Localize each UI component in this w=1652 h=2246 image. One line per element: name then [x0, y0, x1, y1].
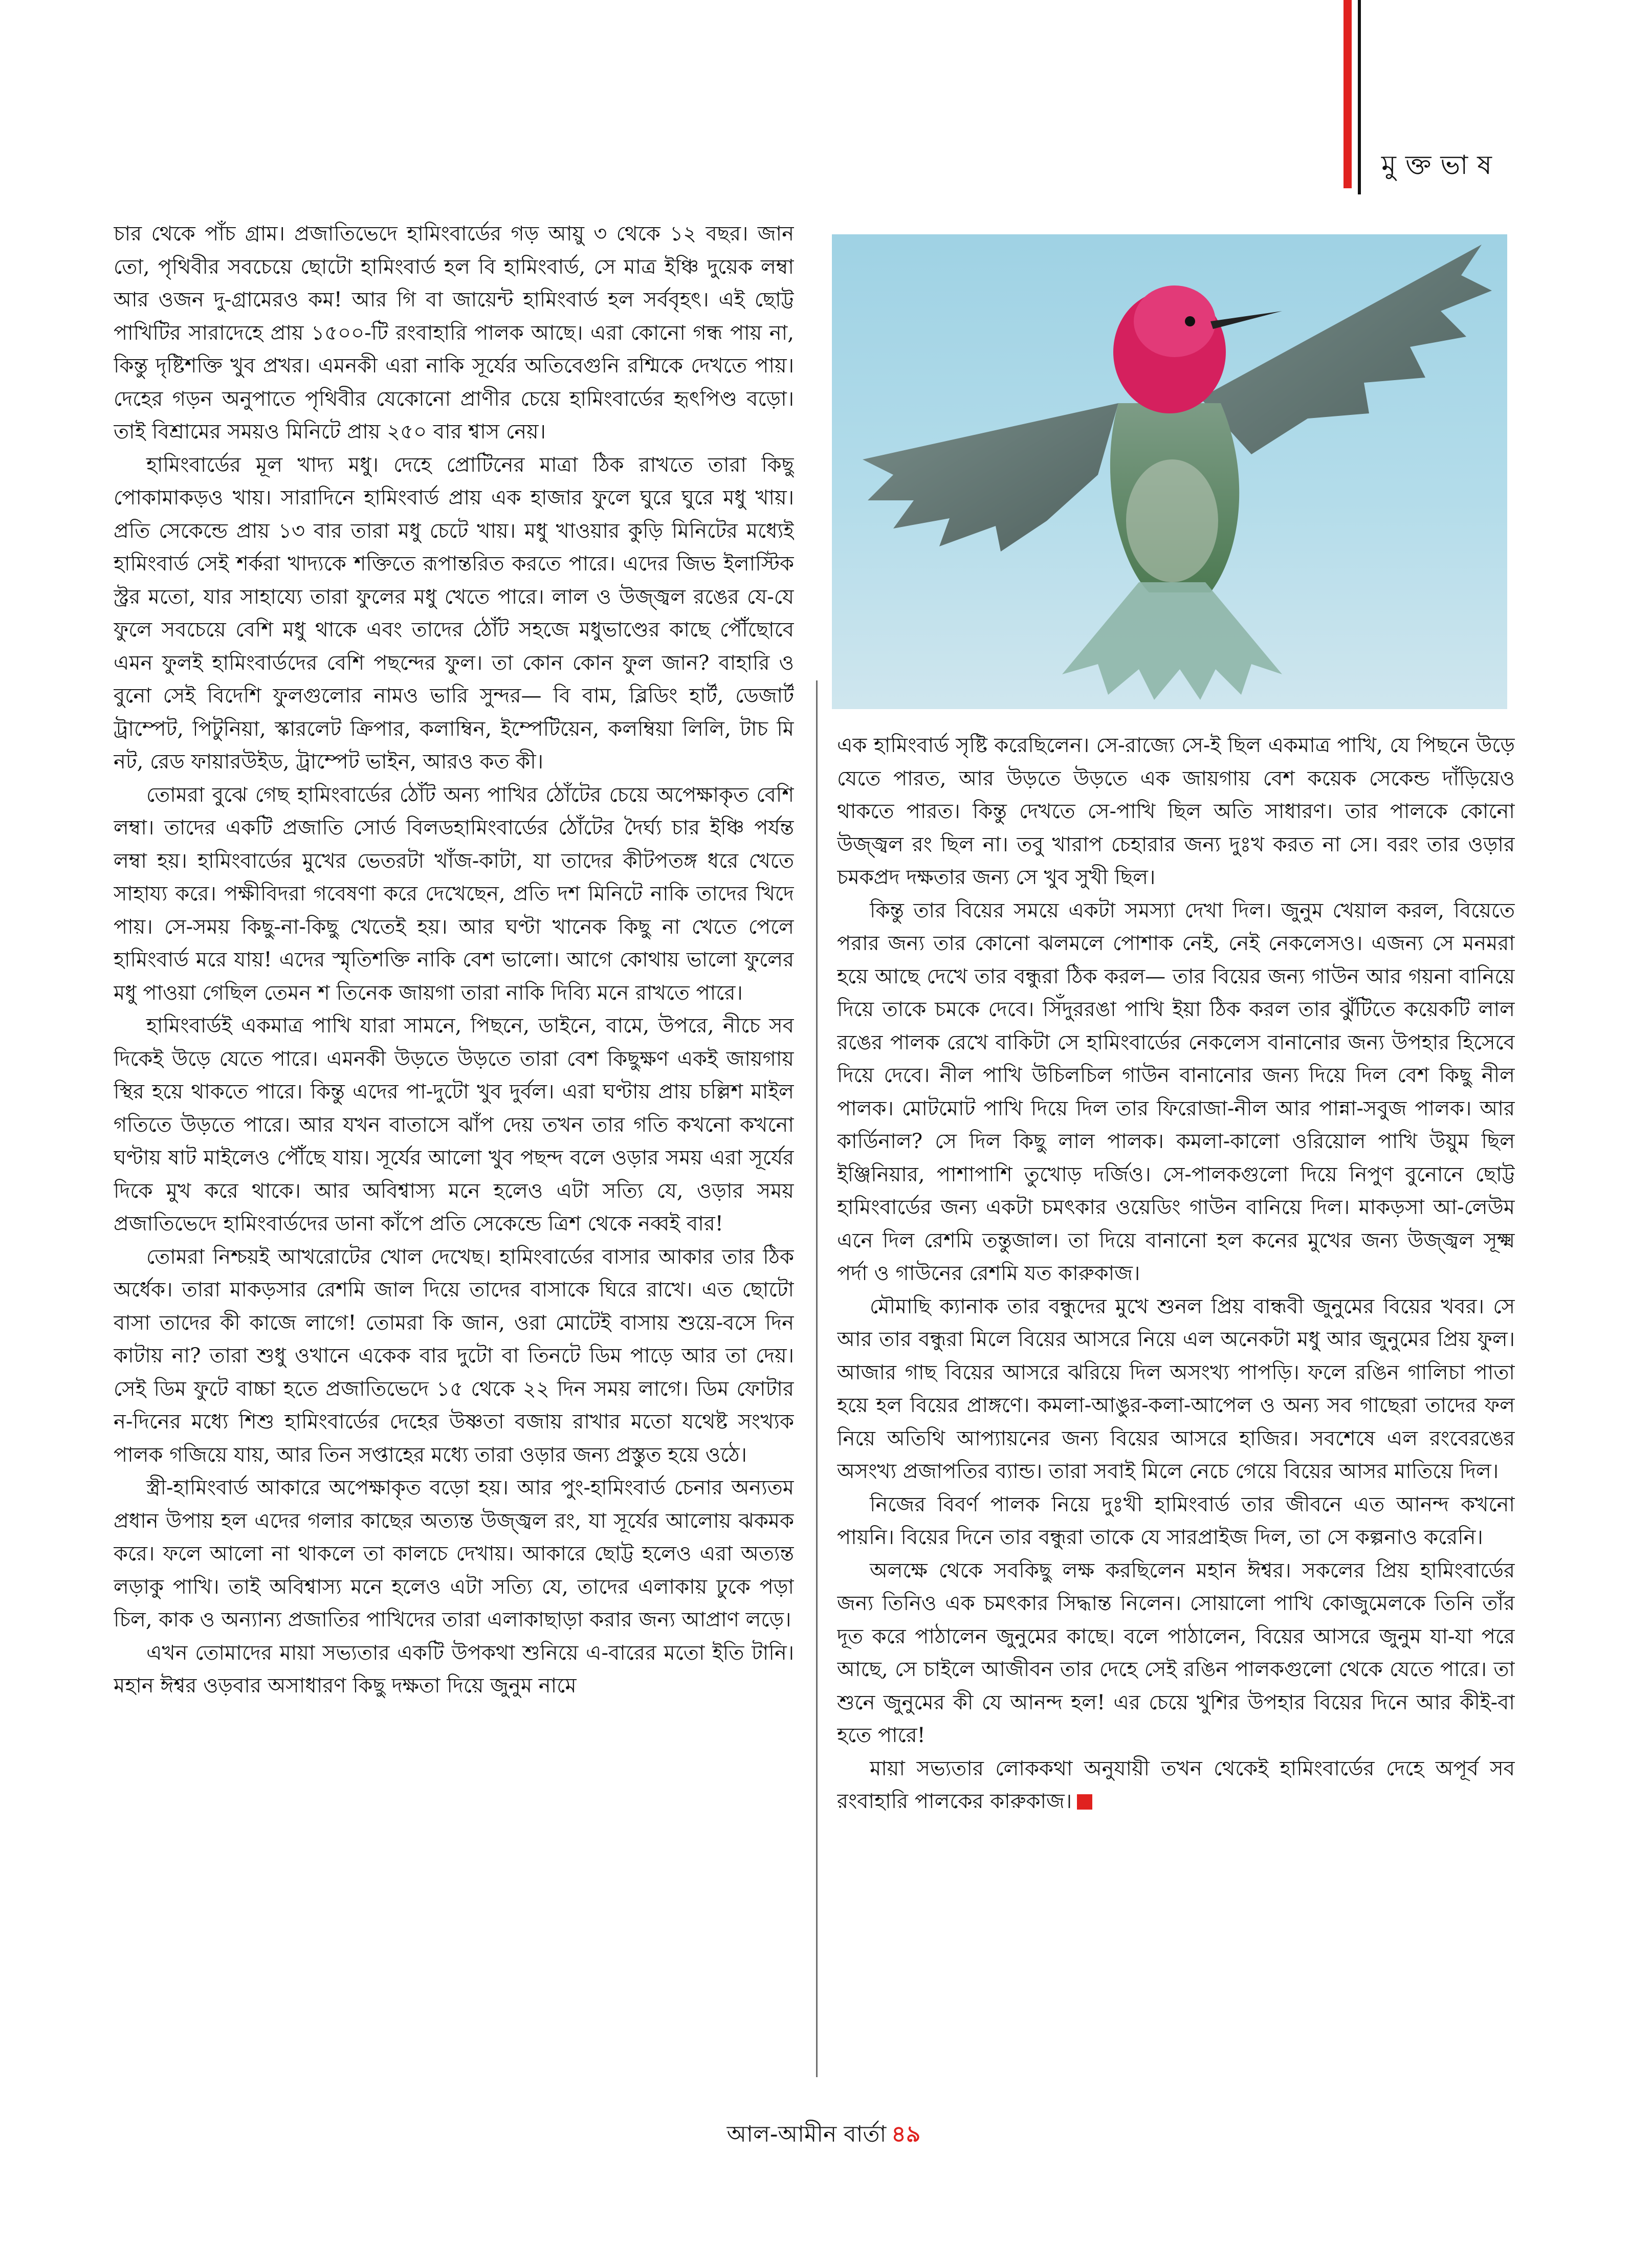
article-paragraph: স্ত্রী-হামিংবার্ড আকারে অপেক্ষাকৃত বড়ো হয়। আর পুং-হামিংবার্ড চেনার অন্যতম প্রধান উপায় হল এদের গলার কাছের অত্যন্ত উজ্জ্বল রং, যা সূর্যের আলোয় ঝকমক করে। ফলে আলো না থাকলে তা কালচে দেখায়। আকারে ছোট্ট হলেও এরা অত্যন্ত লড়াকু পাখি। তাই অবিশ্বাস্য মনে হলেও এটা সত্যি যে, তাদের এলাকায় ঢুকে পড়া চিল, কাক ও অন্যান্য প্রজাতির পাখিদের তারা এলাকাছাড়া করার জন্য আপ্রাণ লড়ে।	[114, 1476, 794, 1632]
section-label: মুক্তভাষ	[1381, 150, 1501, 181]
article-left-column	[114, 217, 794, 2100]
page-number: ৪৯	[891, 2121, 921, 2147]
hummingbird-photo	[832, 234, 1507, 709]
magazine-name: আল-আমীন বার্তা	[726, 2121, 887, 2147]
article-paragraph: মৌমাছি ক্যানাক তার বন্ধুদের মুখে শুনল প্রিয় বান্ধবী জুনুমের বিয়ের খবর। সে আর তার বন্ধুরা মিলে বিয়ের আসরে নিয়ে এল অনেকটা মধু আর জুনুমের প্রিয় ফুল। আজার গাছ বিয়ের আসরে ঝরিয়ে দিল অসংখ্য পাপড়ি। ফলে রঙিন গালিচা পাতা হয়ে হল বিয়ের প্রাঙ্গণে। কমলা-আঙুর-কলা-আপেল ও অন্য সব গাছেরা তাদের ফল নিয়ে অতিথি আপ্যায়নের জন্য বিয়ের আসরে হাজির। সবশেষে এল রংবেরঙের অসংখ্য প্রজাপতির ব্যান্ড। তারা সবাই মিলে নেচে গেয়ে বিয়ের আসর মাতিয়ে দিল।	[837, 1294, 1515, 1483]
end-mark-icon	[1077, 1794, 1092, 1810]
article-right-column	[837, 729, 1515, 2105]
article-paragraph: নিজের বিবর্ণ পালক নিয়ে দুঃখী হামিংবার্ড তার জীবনে এত আনন্দ কখনো পায়নি। বিয়ের দিনে তার বন্ধুরা তাকে যে সারপ্রাইজ দিল, তা সে কল্পনাও করেনি।	[837, 1492, 1515, 1549]
article-paragraph: তোমরা নিশ্চয়ই আখরোটের খোল দেখেছ। হামিংবার্ডের বাসার আকার তার ঠিক অর্ধেক। তারা মাকড়সার রেশমি জাল দিয়ে তাদের বাসাকে ঘিরে রাখে। এত ছোটো বাসা তাদের কী কাজে লাগে! তোমরা কি জান, ওরা মোটেই বাসায় শুয়ে-বসে দিন কাটায় না? তারা শুধু ওখানে একেক বার দুটো বা তিনটে ডিম পাড়ে আর তা দেয়। সেই ডিম ফুটে বাচ্চা হতে প্রজাতিভেদে ১৫ থেকে ২২ দিন সময় লাগে। ডিম ফোটার ন-দিনের মধ্যে শিশু হামিংবার্ডের দেহের উষ্ণতা বজায় রাখার মতো যথেষ্ট সংখ্যক পালক গজিয়ে যায়, আর তিন সপ্তাহের মধ্যে তারা ওড়ার জন্য প্রস্তুত হয়ে ওঠে।	[114, 1245, 794, 1467]
article-paragraph: এক হামিংবার্ড সৃষ্টি করেছিলেন। সে-রাজ্যে সে-ই ছিল একমাত্র পাখি, যে পিছনে উড়ে যেতে পারত, আর উড়তে উড়তে এক জায়গায় বেশ কয়েক সেকেন্ড দাঁড়িয়েও থাকতে পারত। কিন্তু দেখতে সে-পাখি ছিল অতি সাধারণ। তার পালকে কোনো উজ্জ্বল রং ছিল না। তবু খারাপ চেহারার জন্য দুঃখ করত না সে। বরং তার ওড়ার চমকপ্রদ দক্ষতার জন্য সে খুব সুখী ছিল।	[837, 734, 1515, 889]
article-paragraph: অলক্ষে থেকে সবকিছু লক্ষ করছিলেন মহান ঈশ্বর। সকলের প্রিয় হামিংবার্ডের জন্য তিনিও এক চমৎকার সিদ্ধান্ত নিলেন। সোয়ালো পাখি কোজুমেলকে তিনি তাঁর দূত করে পাঠালেন জুনুমের কাছে। বলে পাঠালেন, বিয়ের আসরে জুনুম যা-যা পরে আছে, সে চাইলে আজীবন তার দেহে সেই রঙিন পালকগুলো থেকে যেতে পারে। তা শুনে জুনুমের কী যে আনন্দ হল! এর চেয়ে খুশির উপহার বিয়ের দিনে আর কীই-বা হতে পারে!	[837, 1558, 1515, 1747]
page-footer	[619, 2117, 1028, 2154]
article-paragraph: হামিংবার্ডের মূল খাদ্য মধু। দেহে প্রোটিনের মাত্রা ঠিক রাখতে তারা কিছু পোকামাকড়ও খায়। সারাদিনে হামিংবার্ড প্রায় এক হাজার ফুলে ঘুরে ঘুরে মধু খায়। প্রতি সেকেন্ডে প্রায় ১৩ বার তারা মধু চেটে খায়। মধু খাওয়ার কুড়ি মিনিটের মধ্যেই হামিংবার্ড সেই শর্করা খাদ্যকে শক্তিতে রূপান্তরিত করতে পারে। এদের জিভ ইলাস্টিক স্ট্রর মতো, যার সাহায্যে তারা ফুলের মধু খেতে পারে। লাল ও উজ্জ্বল রঙের যে-যে ফুলে সবচেয়ে বেশি মধু থাকে এবং তাদের ঠোঁট সহজে মধুভাণ্ডের কাছে পৌঁছোবে এমন ফুলই হামিংবার্ডদের বেশি পছন্দের ফুল। তা কোন কোন ফুল জান? বাহারি ও বুনো সেই বিদেশি ফুলগুলোর নামও ভারি সুন্দর— বি বাম, ব্লিডিং হার্ট, ডেজার্ট ট্রাম্পেট, পিটুনিয়া, স্কারলেট ক্রিপার, কলাম্বিন, ইম্পেটিয়েন, কলম্বিয়া লিলি, টাচ মি নট, রেড ফায়ারউইড, ট্রাম্পেট ভাইন, আরও কত কী।	[114, 453, 794, 774]
column-divider	[816, 680, 818, 2077]
final-paragraph-text: মায়া সভ্যতার লোককথা অনুযায়ী তখন থেকেই হামিংবার্ডের দেহে অপূর্ব সব রংবাহারি পালকের কারুকাজ।	[837, 1756, 1515, 1813]
article-paragraph: চার থেকে পাঁচ গ্রাম। প্রজাতিভেদে হামিংবার্ডের গড় আয়ু ৩ থেকে ১২ বছর। জান তো, পৃথিবীর সবচেয়ে ছোটো হামিংবার্ড হল বি হামিংবার্ড, সে মাত্র ইঞ্চি দুয়েক লম্বা আর ওজন দু-গ্রামেরও কম! আর গি বা জায়েন্ট হামিংবার্ড হল সর্ববৃহৎ। এই ছোট্ট পাখিটির সারাদেহে প্রায় ১৫০০-টি রংবাহারি পালক আছে। এরা কোনো গন্ধ পায় না, কিন্তু দৃষ্টিশক্তি খুব প্রখর। এমনকী এরা নাকি সূর্যের অতিবেগুনি রশ্মিকে দেখতে পায়। দেহের গড়ন অনুপাতে পৃথিবীর যেকোনো প্রাণীর চেয়ে হামিংবার্ডের হৃৎপিণ্ড বড়ো। তাই বিশ্রামের সময়ও মিনিটে প্রায় ২৫০ বার শ্বাস নেয়।	[114, 222, 794, 444]
article-paragraph: কিন্তু তার বিয়ের সময়ে একটা সমস্যা দেখা দিল। জুনুম খেয়াল করল, বিয়েতে পরার জন্য তার কোনো ঝলমলে পোশাক নেই, নেই নেকলেসও। এজন্য সে মনমরা হয়ে আছে দেখে তার বন্ধুরা ঠিক করল— তার বিয়ের জন্য গাউন আর গয়না বানিয়ে দিয়ে তাকে চমকে দেবে। সিঁদুররঙা পাখি ইয়া ঠিক করল তার ঝুঁটিতে কয়েকটি লাল রঙের পালক রেখে বাকিটা সে হামিংবার্ডের নেকলেস বানানোর জন্য উপহার হিসেবে দিয়ে দেবে। নীল পাখি উচিলচিল গাউন বানানোর জন্য দিয়ে দিল বেশ কিছু নীল পালক। মোটমোট পাখি দিয়ে দিল তার ফিরোজা-নীল আর পান্না-সবুজ পালক। আর কার্ডিনাল? সে দিল কিছু লাল পালক। কমলা-কালো ওরিয়োল পাখি উয়ুম ছিল ইঞ্জিনিয়ার, পাশাপাশি তুখোড় দর্জিও। সে-পালকগুলো দিয়ে নিপুণ বুনোনে ছোট্ট হামিংবার্ডের জন্য একটা চমৎকার ওয়েডিং গাউন বানিয়ে দিল। মাকড়সা আ-লেউম এনে দিল রেশমি তন্তুজাল। তা দিয়ে বানানো হল কনের মুখের জন্য উজ্জ্বল সূক্ষ্ম পর্দা ও গাউনের রেশমি যত কারুকাজ।	[837, 898, 1515, 1285]
header-rule	[1358, 0, 1361, 194]
header-accent-bar	[1343, 0, 1352, 188]
article-paragraph-final	[837, 1752, 1515, 1818]
article-paragraph: তোমরা বুঝে গেছ হামিংবার্ডের ঠোঁট অন্য পাখির ঠোঁটের চেয়ে অপেক্ষাকৃত বেশি লম্বা। তাদের একটি প্রজাতি সোর্ড বিলডহামিংবার্ডের ঠোঁটের দৈর্ঘ্য চার ইঞ্চি পর্যন্ত লম্বা হয়। হামিংবার্ডের মুখের ভেতরটা খাঁজ-কাটা, যা তাদের কীটপতঙ্গ ধরে খেতে সাহায্য করে। পক্ষীবিদরা গবেষণা করে দেখেছেন, প্রতি দশ মিনিটে নাকি তাদের খিদে পায়। সে-সময় কিছু-না-কিছু খেতেই হয়। আর ঘণ্টা খানেক কিছু না খেতে পেলে হামিংবার্ড মরে যায়! এদের স্মৃতিশক্তি নাকি বেশ ভালো। আগে কোথায় ভালো ফুলের মধু পাওয়া গেছিল তেমন শ তিনেক জায়গা তারা নাকি দিব্যি মনে রাখতে পারে।	[114, 783, 794, 1005]
article-paragraph: এখন তোমাদের মায়া সভ্যতার একটি উপকথা শুনিয়ে এ-বারের মতো ইতি টানি। মহান ঈশ্বর ওড়বার অসাধারণ কিছু দক্ষতা দিয়ে জুনুম নামে	[114, 1641, 794, 1698]
article-paragraph: হামিংবার্ডই একমাত্র পাখি যারা সামনে, পিছনে, ডাইনে, বামে, উপরে, নীচে সব দিকেই উড়ে যেতে পারে। এমনকী উড়তে উড়তে তারা বেশ কিছুক্ষণ একই জায়গায় স্থির হয়ে থাকতে পারে। কিন্তু এদের পা-দুটো খুব দুর্বল। এরা ঘণ্টায় প্রায় চল্লিশ মাইল গতিতে উড়তে পারে। আর যখন বাতাসে ঝাঁপ দেয় তখন তার গতি কখনো কখনো ঘণ্টায় ষাট মাইলেও পৌঁছে যায়। সূর্যের আলো খুব পছন্দ বলে ওড়ার সময় এরা সূর্যের দিকে মুখ করে থাকে। আর অবিশ্বাস্য মনে হলেও এটা সত্যি যে, ওড়ার সময় প্রজাতিভেদে হামিংবার্ডদের ডানা কাঁপে প্রতি সেকেন্ডে ত্রিশ থেকে নব্বই বার!	[114, 1014, 794, 1236]
